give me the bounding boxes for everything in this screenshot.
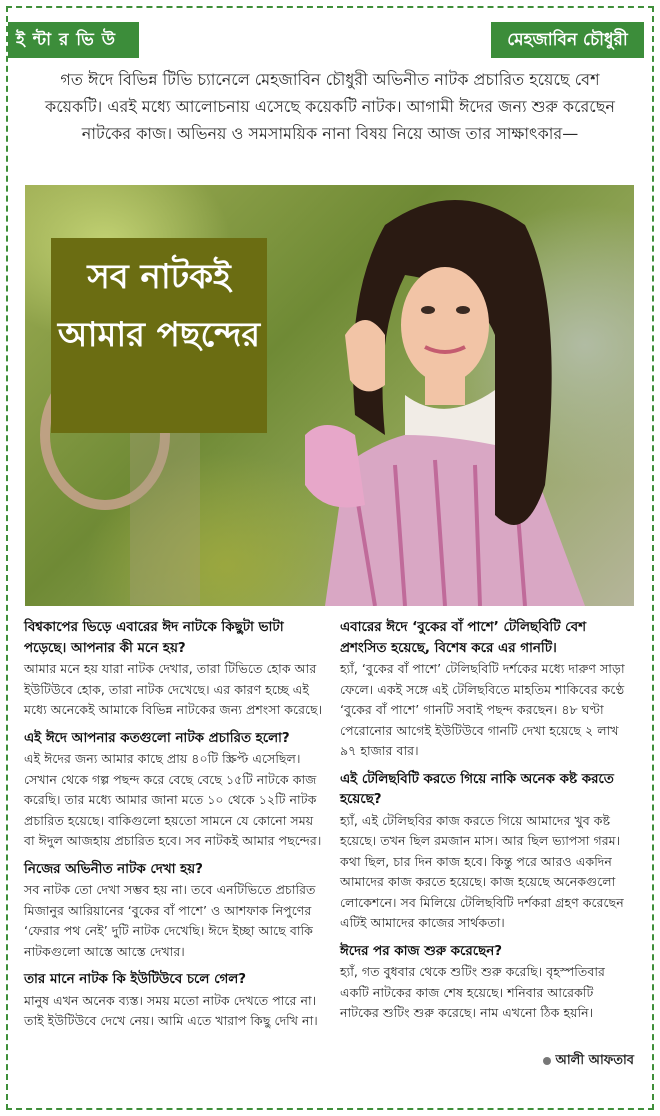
question: তার মানে নাটক কি ইউটিউবে চলে গেল? — [24, 972, 247, 987]
intro-paragraph: গত ঈদে বিভিন্ন টিভি চ্যানেলে মেহজাবিন চৌধুরী অভিনীত নাটক প্রচারিত হয়েছে বেশ কয়েকটি। এরই মধ্যে আলোচনায় এসেছে কয়েকটি নাটক। আগামী ঈদের জন্য শুরু করেছেন নাটকের কাজ। অভিনয় ও সমসাময়িক নানা বিষয় নিয়ে আজ তার সাক্ষাৎকার— — [45, 70, 615, 143]
left-column — [24, 618, 324, 1040]
question: এই টেলিছবিটি করতে গিয়ে নাকি অনেক কষ্ট করতে হয়েছে? — [340, 771, 614, 807]
qa-item — [24, 729, 324, 852]
qa-item — [340, 618, 635, 762]
answer: এই ঈদের জন্য আমার কাছে প্রায় ৪০টি স্ক্রিপ্ট এসেছিল। সেখান থেকে গল্প পছন্দ করে বেছে বেছে ১৫টি নাটকে কাজ করেছি। তার মধ্যে আমার জানা মতে ১০ থেকে ১২টি নাটক প্রচারিত হয়েছে। বাকিগুলো হয়তো সামনে যে কোনো সময় বা ঈদুল আজহায় প্রচারিত হবে। সব নাটকই আমার পছন্দের। — [24, 751, 322, 848]
person-name-tag: মেহজাবিন চৌধুরী — [491, 22, 644, 58]
right-column — [340, 618, 635, 1032]
bullet-icon — [543, 1057, 551, 1065]
answer: হ্যাঁ, এই টেলিছবির কাজ করতে গিয়ে আমাদের খুব কষ্ট হয়েছে। তখন ছিল রমজান মাস। আর ছিল ভ্যাপসা গরম। কথা ছিল, চার দিন কাজ হবে। কিন্তু পরে আরও একদিন আমাদের কাজ করতে হয়েছে। কাজ হয়েছে অনেকগুলো লোকেশনে। সব মিলিয়ে টেলিছবিটি দর্শকরা গ্রহণ করেছেন এটিই আমাদের কাজের সার্থকতা। — [340, 812, 624, 930]
qa-item — [24, 860, 324, 963]
question: এবারের ঈদে ‘বুকের বাঁ পাশে’ টেলিছবিটি বেশ প্রশংসিত হয়েছে, বিশেষ করে এর গানটি। — [340, 620, 586, 656]
byline — [543, 1051, 634, 1072]
answer: হ্যাঁ, ‘বুকের বাঁ পাশে’ টেলিছবিটি দর্শকের মধ্যে দারুণ সাড়া ফেলে। একই সঙ্গে এই টেলিছবিতে মাহতিম শাকিবের কণ্ঠে ‘বুকের বাঁ পাশে’ গানটি সবাই পছন্দ করছেন। ৪৮ ঘণ্টা পেরোনোর আগেই ইউটিউবে গানটি দেখা হয়েছে ২ লাখ ৯৭ হাজার বার। — [340, 661, 625, 758]
qa-item — [340, 942, 635, 1024]
question: ঈদের পর কাজ শুরু করেছেন? — [340, 943, 503, 959]
feature-photo — [25, 185, 634, 606]
qa-item — [24, 970, 324, 1032]
answer: মানুষ এখন অনেক ব্যস্ত। সময় মতো নাটক দেখতে পারে না। তাই ইউটিউবে দেখে নেয়। আমি এতে খারাপ কিছু দেখি না। — [24, 992, 318, 1028]
qa-item — [24, 618, 324, 721]
answer: আমার মনে হয় যারা নাটক দেখার, তারা টিভিতে হোক আর ইউটিউবে হোক, তারা নাটক দেখেছে। এর কারণ হচ্ছে এই মধ্যে অনেকেই আমাকে বিভিন্ন নাটকের জন্য প্রশংসা করেছে। — [24, 661, 323, 717]
question: নিজের অভিনীত নাটক দেখা হয়? — [24, 861, 203, 877]
question: এই ঈদে আপনার কতগুলো নাটক প্রচারিত হলো? — [24, 730, 290, 746]
headline: সব নাটকই আমার পছন্দের — [57, 257, 261, 355]
section-tag: ই ন্টা র ভি উ — [8, 22, 139, 58]
author-name: আলী আফতাব — [555, 1053, 634, 1068]
answer: হ্যাঁ, গত বুধবার থেকে শুটিং শুরু করেছি। বৃহস্পতিবার একটি নাটকের কাজ শেষ হয়েছে। শনিবার আরেকটি নাটকের শুটিং শুরু করেছে। নাম এখনো ঠিক হয়নি। — [340, 964, 605, 1020]
qa-item — [340, 770, 635, 934]
answer: সব নাটক তো দেখা সম্ভব হয় না। তবে এনটিভিতে প্রচারিত মিজানুর আরিয়ানের ‘বুকের বাঁ পাশে’ ও আশফাক নিপুণের ‘ফেরার পথ নেই’ দুটি নাটক দেখেছি। ঈদে ইচ্ছা আছে বাকি নাটকগুলো আস্তে আস্তে দেখার। — [24, 882, 316, 959]
question: বিশ্বকাপের ভিড়ে এবারের ঈদ নাটকে কিছুটা ভাটা পড়েছে। আপনার কী মনে হয়? — [24, 620, 284, 656]
headline-box — [51, 238, 267, 433]
